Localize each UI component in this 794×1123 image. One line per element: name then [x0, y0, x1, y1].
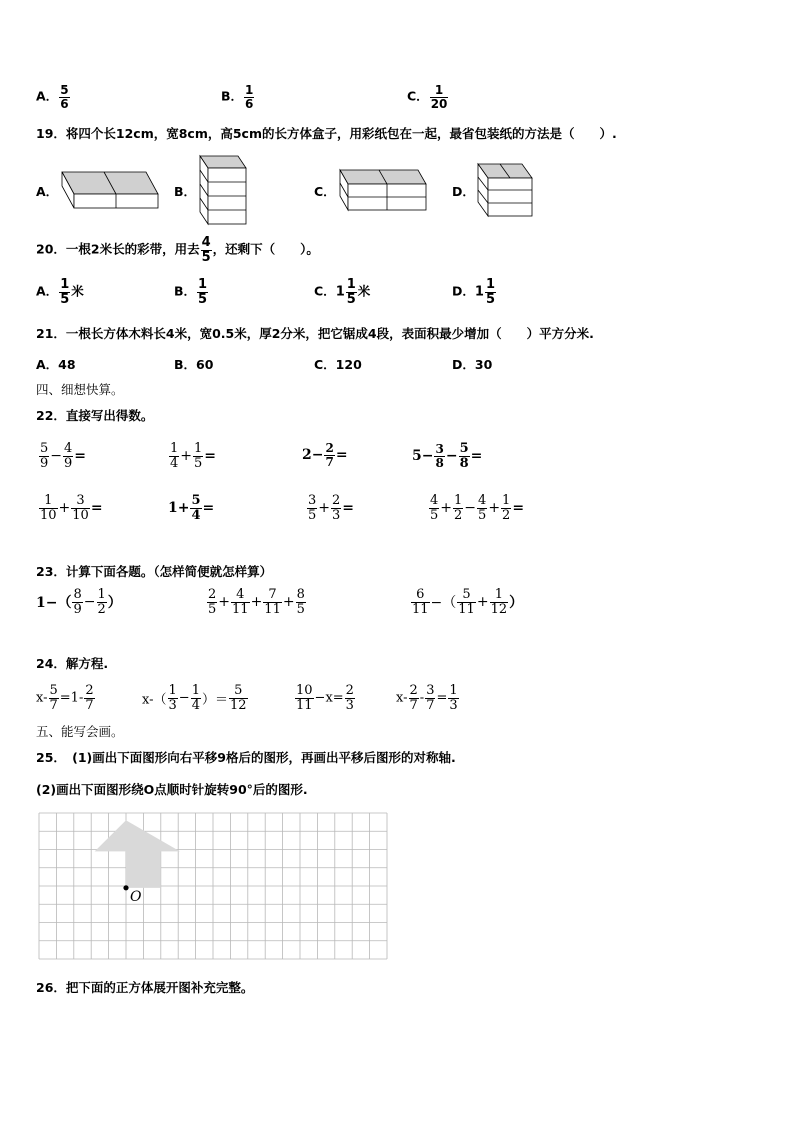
q20-option-c: C．1 $\frac{1}{5}$ 米: [314, 277, 371, 307]
q23-expr-3: $\frac{6}{11}$ −（ $\frac{5}{11}$ + $\frac{1}{12}$ ）: [412, 587, 524, 617]
q21-option-b: B．60: [174, 357, 214, 372]
q23-expr-2: $\frac{2}{5}$ + $\frac{4}{11}$ + $\frac{7}{11}$ + $\frac{8}{5}$: [208, 587, 305, 617]
q22-expr-2: $\frac{1}{4}$ + $\frac{1}{5}$ =: [170, 441, 217, 471]
q19-option-c-label: C．: [314, 184, 336, 199]
q18-option-a: A． $\frac{5}{6}$: [36, 83, 69, 111]
q25-grid: [38, 812, 388, 960]
q18-option-c: C． $\frac{1}{20}$: [407, 83, 448, 111]
q26-text: 26．把下面的正方体展开图补充完整。: [36, 980, 254, 995]
arrow-shape: [95, 820, 180, 888]
q22-expr-4: 5− $\frac{3}{8}$ − $\frac{5}{8}$ =: [412, 441, 483, 471]
q20-option-b: B． $\frac{1}{5}$: [174, 277, 208, 307]
q23-title: 23．计算下面各题。（怎样简便就怎样算）: [36, 564, 273, 579]
q20-option-a: A． $\frac{1}{5}$ 米: [36, 277, 84, 307]
section-4-heading: 四、细想快算。: [36, 382, 124, 397]
q24-eq-1: x- $\frac{5}{7}$ =1- $\frac{2}{7}$: [36, 683, 94, 713]
section-5-heading: 五、能写会画。: [36, 724, 124, 739]
q19-box-b: [196, 154, 252, 226]
q21-option-d: D．30: [452, 357, 493, 372]
q18-option-b: B． $\frac{1}{6}$: [221, 83, 254, 111]
q22-expr-8: $\frac{4}{5}$ + $\frac{1}{2}$ − $\frac{4}{5}$ + $\frac{1}{2}$ =: [430, 493, 525, 523]
q22-title: 22．直接写出得数。: [36, 408, 154, 423]
q24-eq-2: x-（ $\frac{1}{3}$ − $\frac{1}{4}$ ）＝ $\frac{5}{12}$: [142, 683, 247, 713]
q22-expr-7: $\frac{3}{5}$ + $\frac{2}{3}$ =: [308, 493, 355, 523]
q25-line-1: 25． (1)画出下面图形向右平移9格后的图形，再画出平移后图形的对称轴.: [36, 750, 456, 765]
q24-title: 24．解方程.: [36, 656, 109, 671]
q21-text: 21．一根长方体木料长4米，宽0.5米，厚2分米，把它锯成4段，表面积最少增加（ ）平方分米.: [36, 326, 594, 341]
q19-option-b-label: B．: [174, 184, 197, 199]
q22-expr-5: $\frac{1}{10}$ + $\frac{3}{10}$ =: [40, 493, 103, 523]
point-o-label: O: [130, 888, 142, 905]
q21-option-a: A．48: [36, 357, 76, 372]
q20-text: 20．一根2米长的彩带，用去 $\frac{4}{5}$ ，还剩下（ ）。: [36, 235, 319, 265]
q19-text: 19．将四个长12cm，宽8cm，高5cm的长方体盒子，用彩纸包在一起，最省包装纸的方法是（ ）.: [36, 126, 617, 141]
q22-expr-6: 1+ $\frac{5}{4}$ =: [168, 493, 215, 523]
q19-option-a-label: A．: [36, 184, 59, 199]
q22-expr-3: 2− $\frac{2}{7}$ =: [302, 441, 348, 469]
q19-box-d: [474, 160, 538, 220]
point-o: [123, 885, 128, 890]
q23-expr-1: 1−（ $\frac{8}{9}$ − $\frac{1}{2}$ ）: [36, 587, 122, 617]
q24-eq-4: x- $\frac{2}{7}$ - $\frac{3}{7}$ = $\frac{1}{3}$: [396, 683, 458, 713]
q19-box-c: [336, 166, 432, 214]
q20-option-d: D．1 $\frac{1}{5}$: [452, 277, 495, 307]
q21-option-c: C．120: [314, 357, 362, 372]
q24-eq-3: $\frac{10}{11}$ −x= $\frac{2}{3}$: [296, 683, 354, 713]
q25-line-2: (2)画出下面图形绕O点顺时针旋转90°后的图形.: [36, 782, 308, 797]
q19-option-d-label: D．: [452, 184, 475, 199]
q22-expr-1: $\frac{5}{9}$ − $\frac{4}{9}$ =: [40, 441, 87, 471]
q19-box-a: [58, 164, 162, 212]
